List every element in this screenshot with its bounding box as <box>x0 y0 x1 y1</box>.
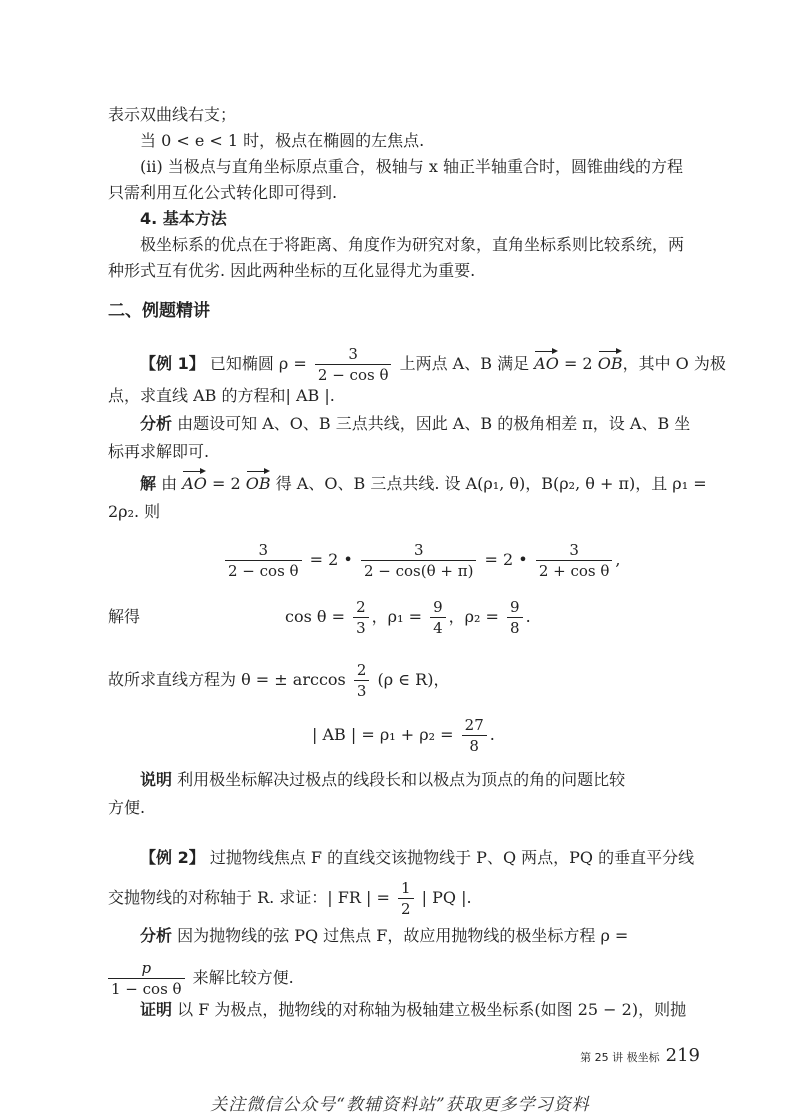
subsection-heading: 4. 基本方法 <box>140 209 227 228</box>
text-line: 种形式互有优劣. 因此两种坐标的互化显得尤为重要. <box>108 261 476 280</box>
text-line: 2ρ₂. 则 <box>108 502 161 521</box>
text-line: 点，求直线 AB 的方程和| AB |. <box>108 386 335 405</box>
equation-chain: $\frac{3}{\text{2 − cos θ}}$ = 2 • $\frac{3}{2 - \cos(\theta + \pi)}$ = 2 • $\frac{3}{\text{2 + cos θ}}$ , <box>222 540 621 581</box>
note-label: 说明 <box>140 770 173 789</box>
text-line: 极坐标系的优点在于将距离、角度作为研究对象，直角坐标系则比较系统，两 <box>140 235 685 254</box>
example-2-statement: 【例 2】 过抛物线焦点 F 的直线交该抛物线于 P、Q 两点，PQ 的垂直平分线 <box>140 848 695 867</box>
text-line: $\frac{p}{\text{1 − cos θ}}$ 来解比较方便. <box>108 958 698 999</box>
vector-ob: OB <box>246 472 271 496</box>
solution-line: 解 由 AO = 2 OB 得 A、O、B 三点共线. 设 A(ρ₁, θ)，B(ρ₂, θ + π)，且 ρ₁ = <box>140 472 730 496</box>
equation-results: cos θ = $\frac{2}{3}$ ，ρ₁ = $\frac{9}{4}$ ，ρ₂ = $\frac{9}{8}$ . <box>285 598 531 637</box>
text-line: 解得 <box>108 607 141 626</box>
example-tag: 【例 1】 <box>140 354 205 373</box>
text-line: 当 0 < e < 1 时，极点在椭圆的左焦点. <box>140 131 425 150</box>
watermark-text: 关注微信公众号“教辅资料站”获取更多学习资料 <box>210 1095 590 1115</box>
text-line: 表示双曲线右支； <box>108 105 237 124</box>
chapter-label: 第 25 讲 极坐标 <box>580 1051 660 1064</box>
page-number: 219 <box>665 1045 700 1066</box>
proof-line: 证明 以 F 为极点，抛物线的对称轴为极轴建立极坐标系(如图 25 − 2)，则抛 <box>140 1000 687 1019</box>
text-line: (ii) 当极点与直角坐标原点重合，极轴与 x 轴正半轴重合时，圆锥曲线的方程 <box>140 157 684 176</box>
ab-length-equation: | AB | = ρ₁ + ρ₂ = $\frac{27}{8}$ . <box>312 716 495 755</box>
note-line: 说明 利用极坐标解决过极点的线段长和以极点为顶点的角的问题比较 <box>140 770 626 789</box>
section-heading: 二、例题精讲 <box>108 301 210 321</box>
text-line: 方便. <box>108 798 146 817</box>
example-tag: 【例 2】 <box>140 848 205 867</box>
vector-ob: OB <box>598 352 623 376</box>
analysis-label: 分析 <box>140 926 173 945</box>
text-line: 只需利用互化公式转化即可得到. <box>108 183 338 202</box>
page-footer <box>580 1045 700 1066</box>
example-1-statement: 【例 1】 已知椭圆 ρ = $\frac{3}{\text{2 − cos θ}}$ 上两点 A、B 满足 AO = 2 OB，其中 O 为极 <box>140 345 726 384</box>
line-equation: 故所求直线方程为 θ = ± arccos $\frac{2}{3}$ (ρ ∈ R)， <box>108 661 450 700</box>
solution-label: 解 <box>140 474 157 493</box>
vector-ao: AO <box>534 352 559 376</box>
analysis-line: 分析 由题设可知 A、O、B 三点共线，因此 A、B 的极角相差 π，设 A、B 坐 <box>140 414 691 433</box>
text-line: 标再求解即可. <box>108 442 210 461</box>
vector-ao: AO <box>182 472 207 496</box>
proof-label: 证明 <box>140 1000 173 1019</box>
text-line: 交抛物线的对称轴于 R. 求证：| FR | = $\frac{1}{2}$ | PQ |. <box>108 879 472 918</box>
analysis-line: 分析 因为抛物线的弦 PQ 过焦点 F，故应用抛物线的极坐标方程 ρ = <box>140 926 629 945</box>
analysis-label: 分析 <box>140 414 173 433</box>
fraction: $\frac{3}{\text{2 − cos θ}}$ <box>315 344 392 385</box>
